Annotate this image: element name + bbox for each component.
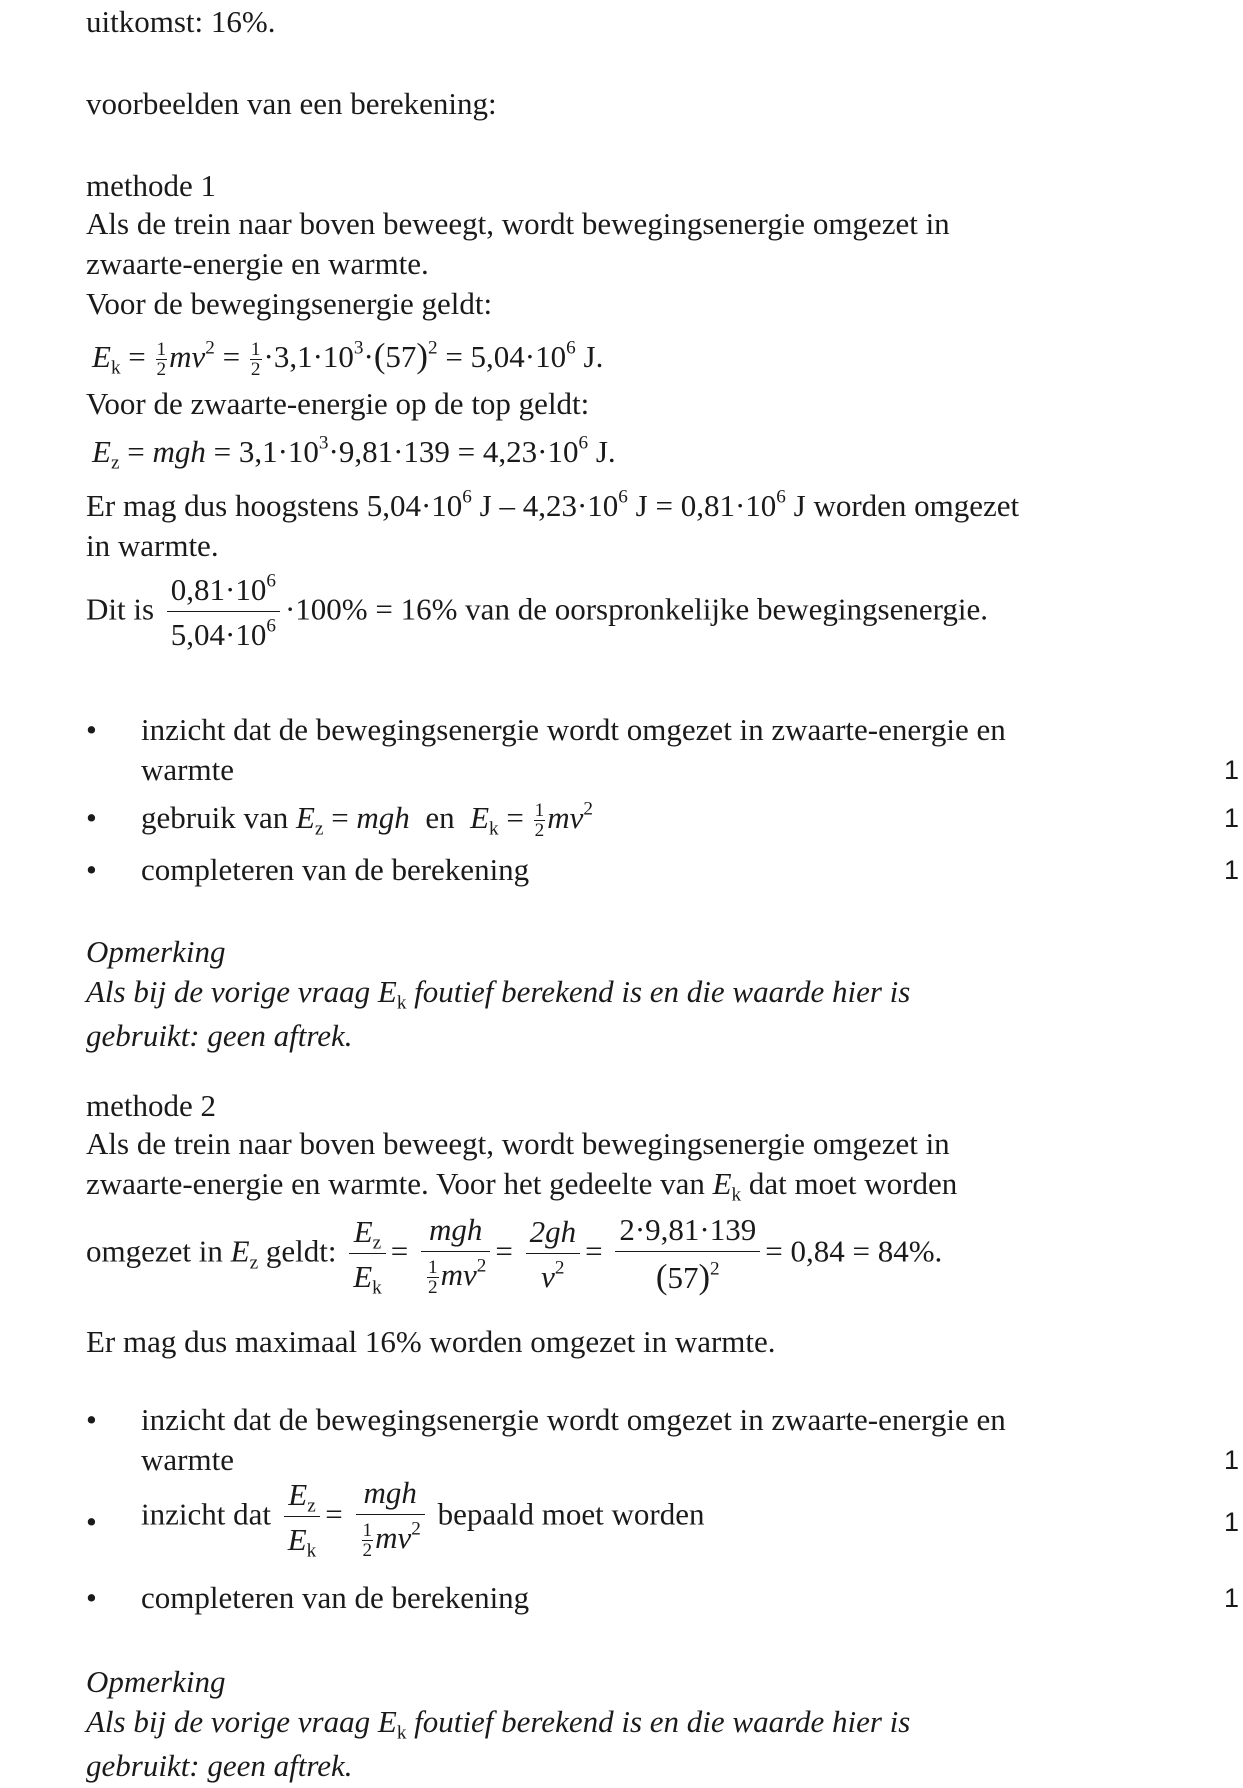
remark-2-line-1: Als bij de vorige vraag $E_k$ foutief berekend is en die waarde hier is [86, 1704, 911, 1744]
method-1-line-5: Er mag dus hoogstens $5,04\cdot 10^6$ $J - 4,23\cdot 10^6$ $J = 0,81\cdot 10^6$ J worden omgezet [86, 486, 1020, 523]
kinetic-energy-equation: $E_k$ = $\frac{1}{2}$ $mv^2$ = $\frac{1}{2}$ $\cdot 3,1\cdot 10^3\cdot(57)^2 = 5,04\cdot 10^6$ J. [92, 336, 604, 381]
criterion-6: completeren van de berekening [141, 1580, 530, 1615]
ratio-equation: omgezet in $E_z$ geldt: $\frac{E_z}{E_k}$ = mgh $\frac{1}{2}$ $mv^2$ = $\frac{2gh}{v^2}$ = $\frac{2\cdot 9,81\cdot 139}{(57)^2}$ = 0,84 = 84%. [86, 1212, 943, 1299]
criterion-1-line-1: inzicht dat de bewegingsenergie wordt omgezet in zwaarte-energie en [141, 712, 1006, 747]
criterion-3: completeren van de berekening [141, 852, 530, 887]
result-line: uitkomst: 16%. [86, 4, 276, 39]
criterion-1-line-2: warmte [141, 752, 234, 787]
method-2-line-1: Als de trein naar boven beweegt, wordt bewegingsenergie omgezet in [86, 1126, 950, 1161]
percentage-equation: Dit is $\frac{0,81\cdot 10^6}{5,04\cdot 10^6}$ ·100% = 16% van de oorspronkelijke bewegingsenergie. [86, 570, 989, 652]
energy-fraction: $\frac{0,81\cdot 10^6}{5,04\cdot 10^6}$ [167, 572, 280, 652]
method-1-line-6: in warmte. [86, 528, 219, 563]
criterion-5-points: 1 [1223, 1507, 1239, 1537]
bullet-icon: • [86, 800, 97, 835]
criterion-4-points: 1 [1223, 1445, 1239, 1475]
remark-1-line-1: Als bij de vorige vraag $E_k$ foutief berekend is en die waarde hier is [86, 974, 911, 1014]
method-1-line-3: Voor de bewegingsenergie geldt: [86, 286, 493, 321]
criterion-1-points: 1 [1223, 755, 1239, 785]
method-2-line-4: Er mag dus maximaal 16% worden omgezet in warmte. [86, 1324, 776, 1359]
criterion-4-line-1: inzicht dat de bewegingsenergie wordt omgezet in zwaarte-energie en [141, 1402, 1006, 1437]
intro-line: voorbeelden van een berekening: [86, 86, 497, 121]
criterion-2: gebruik van $E_z$ = mgh en $E_k$ = $\frac{1}{2}$ $mv^2$ [141, 798, 593, 842]
method-1-line-2: zwaarte-energie en warmte. [86, 246, 429, 281]
remark-1-title: Opmerking [86, 934, 226, 969]
bullet-icon: • [86, 1402, 97, 1437]
method-2-line-2: zwaarte-energie en warmte. Voor het gedeelte van $E_k$ dat moet worden [86, 1166, 958, 1206]
criterion-3-points: 1 [1223, 855, 1239, 885]
bullet-icon: • [86, 1580, 97, 1615]
method-2-title: methode 2 [86, 1088, 216, 1123]
criterion-2-points: 1 [1223, 803, 1239, 833]
method-1-line-4: Voor de zwaarte-energie op de top geldt: [86, 386, 590, 421]
criterion-5: inzicht dat $\frac{E_z}{E_k}$ = mgh $\frac{1}{2}$ $mv^2$ bepaald moet worden [141, 1475, 705, 1562]
bullet-icon: • [86, 712, 97, 747]
criterion-4-line-2: warmte [141, 1442, 234, 1477]
bullet-icon: • [86, 852, 97, 887]
remark-1-line-2: gebruikt: geen aftrek. [86, 1018, 353, 1053]
remark-2-line-2: gebruikt: geen aftrek. [86, 1748, 353, 1783]
remark-2-title: Opmerking [86, 1664, 226, 1699]
bullet-icon: • [86, 1504, 97, 1539]
method-1-title: methode 1 [86, 168, 216, 203]
criterion-6-points: 1 [1223, 1583, 1239, 1613]
method-1-line-1: Als de trein naar boven beweegt, wordt bewegingsenergie omgezet in [86, 206, 950, 241]
potential-energy-equation: $E_z$ = mgh = $3,1\cdot 10^3\cdot 9,81\cdot 139 = 4,23\cdot 10^6$ J. [92, 432, 616, 474]
